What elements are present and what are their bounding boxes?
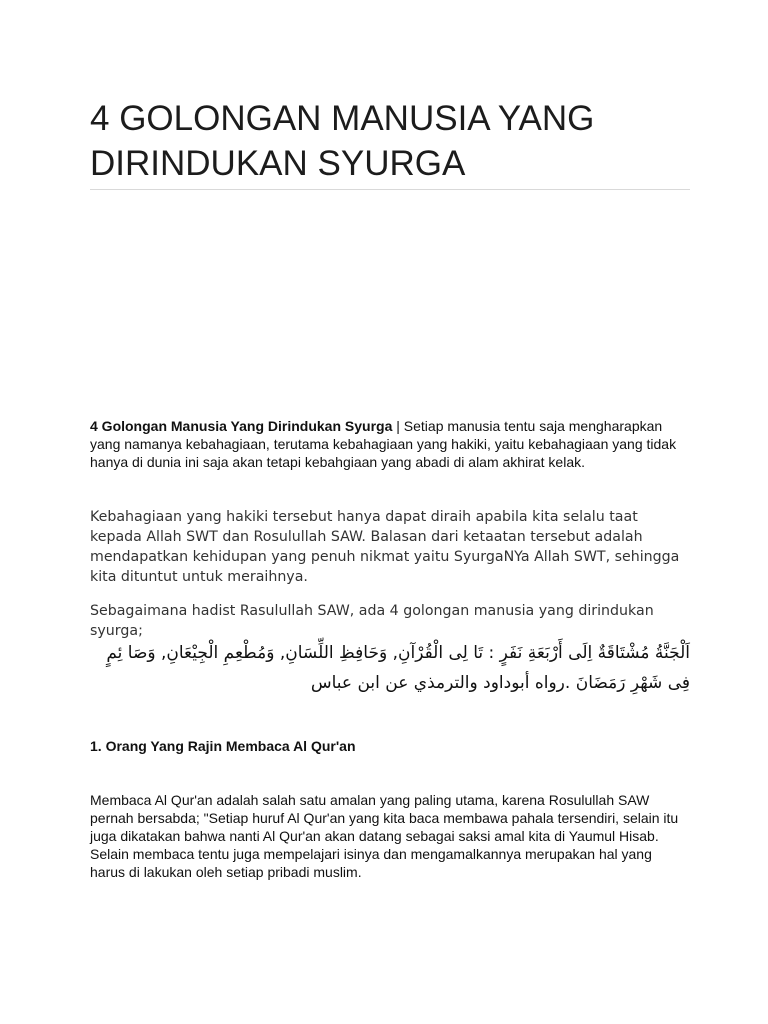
paragraph-2: Kebahagiaan yang hakiki tersebut hanya dapat diraih apabila kita selalu taat kepada Allah SWT dan Rosulullah SAW. Balasan dari ketaatan tersebut adalah mendapatkan kehidupan yang penuh nikmat yaitu SyurgaNYa Allah SWT, sehingga kita dituntut untuk meraihnya. xyxy=(90,509,680,585)
hadith-arabic-text: اَلْجَنَّةُ مُشْتَاقَةٌ اِلَى أَرْبَعَةِ نَفَرٍ : تَا لِى الْقُرْآنِ, وَحَافِظِ اللِّسَانِ, وَمُطْعِمِ الْجِيْعَانِ, وَصَا ئِمٍ فِى شَهْرِ رَمَضَانَ .رواه أبوداود والترمذي عن ابن عباس xyxy=(106,643,690,693)
intro-text: Setiap manusia tentu saja mengharapkan yang namanya kebahagiaan, terutama kebahagiaan yang hakiki, yaitu kebahagiaan yang tidak hanya di dunia ini saja akan tetapi kebahgiaan yang abadi di alam akhirat kelak. xyxy=(90,418,677,470)
section-heading-1: 1. Orang Yang Rajin Membaca Al Qur'an xyxy=(90,738,356,754)
page-title: 4 GOLONGAN MANUSIA YANG DIRINDUKAN SYURGA xyxy=(90,99,595,183)
title-divider xyxy=(90,189,690,190)
intro-separator: | xyxy=(392,418,404,434)
intro-paragraph xyxy=(90,417,680,471)
paragraph-4: Membaca Al Qur'an adalah salah satu amalan yang paling utama, karena Rosulullah SAW pernah bersabda; "Setiap huruf Al Qur'an yang kita baca membawa pahala tersendiri, selain itu juga dikatakan bahwa nanti Al Qur'an akan datang sebagai saksi amal kita di Yaumul Hisab. Selain membaca tentu juga mempelajari isinya dan mengamalkannya merupakan hal yang harus di lakukan oleh setiap pribadi muslim. xyxy=(90,792,679,880)
paragraph-3: Sebagaimana hadist Rasulullah SAW, ada 4 golongan manusia yang dirindukan syurga; xyxy=(90,603,654,639)
intro-bold-text: 4 Golongan Manusia Yang Dirindukan Syurga xyxy=(90,418,393,434)
